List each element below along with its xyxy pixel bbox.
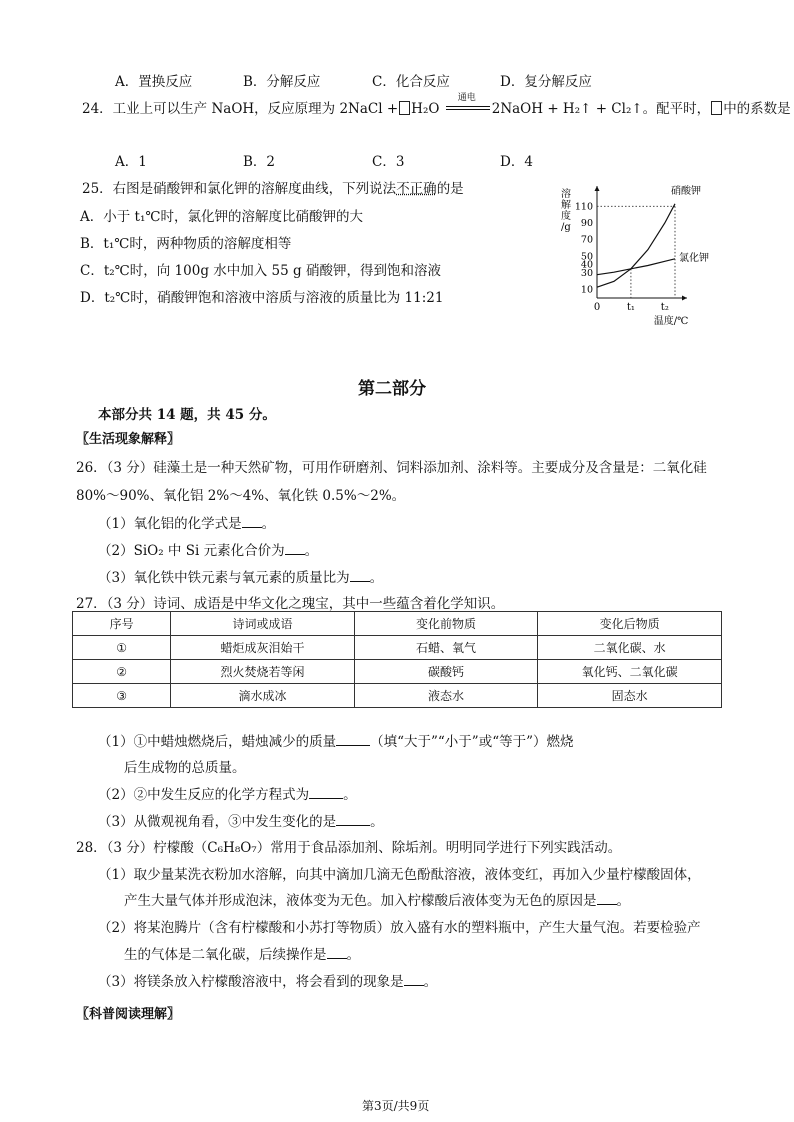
q26-sub2-text: （2）SiO₂ 中 Si 元素化合价为	[98, 543, 285, 559]
q23-option-a: A．置换反应	[115, 74, 193, 90]
q28-sub1-line1: （1）取少量某洗衣粉加水溶解，向其中滴加几滴无色酚酞溶液，液体变红，再加入少量柠檬酸固体，	[98, 867, 701, 883]
answer-blank[interactable]	[350, 580, 370, 582]
q23-option-c: C．化合反应	[372, 74, 450, 90]
period: 。	[343, 787, 357, 803]
period: 。	[304, 543, 319, 559]
q25-stem	[82, 177, 464, 197]
table-cell: ③	[73, 684, 171, 708]
table-row	[73, 636, 722, 660]
x-tick-label: 0	[593, 302, 601, 313]
q27-table	[72, 611, 722, 708]
series-line-potassium-chloride	[597, 259, 675, 275]
q25-stem-a: 25．右图是硝酸钾和氯化钾的溶解度曲线，下列说法	[82, 181, 397, 197]
table-cell: 烈火焚烧若等闲	[171, 660, 355, 684]
answer-blank[interactable]	[404, 984, 424, 986]
q27-sub1-text-a: （1）①中蜡烛燃烧后，蜡烛减少的质量	[98, 734, 337, 750]
q25-option-d: D．t₂℃时，硝酸钾饱和溶液中溶质与溶液的质量比为 11:21	[80, 290, 444, 306]
q26-sub3-text: （3）氧化铁中铁元素与氧元素的质量比为	[98, 570, 350, 586]
q26-sub2	[98, 539, 318, 559]
q24-option-b: B．2	[243, 154, 276, 170]
q27-sub3-text: （3）从微观视角看，③中发生变化的是	[98, 814, 337, 830]
series-label: 氯化钾	[679, 252, 709, 264]
table-header-cell: 变化后物质	[538, 612, 722, 636]
period: 。	[370, 814, 384, 830]
q27-sub1-text-b: （填“大于”“小于”或“等于”）燃烧	[370, 734, 574, 750]
q27-stem: 27．（3 分）诗词、成语是中华文化之瑰宝，其中一些蕴含着化学知识。	[76, 596, 505, 612]
q26-sub1-text: （1）氧化铝的化学式是	[98, 516, 242, 532]
y-axis-unit: /g	[561, 222, 571, 233]
reaction-condition: 通电	[457, 93, 476, 103]
x-tick-label: t₁	[626, 302, 635, 313]
answer-blank[interactable]	[597, 903, 617, 905]
blank-box-icon	[399, 101, 410, 115]
table-header-row	[73, 612, 722, 636]
table-cell: 滴水成冰	[171, 684, 355, 708]
y-tick-label: 30	[580, 268, 593, 279]
q27-sub2	[98, 783, 357, 803]
q28-stem: 28．（3 分）柠檬酸（C₆H₈O₇）常用于食品添加剂、除垢剂。明明同学进行下列实践活动。	[76, 840, 622, 856]
answer-blank[interactable]	[242, 526, 262, 528]
q26-line1: 26．（3 分）硅藻土是一种天然矿物，可用作研磨剂、饲料添加剂、涂料等。主要成分及含量是：二氧化硅	[76, 460, 707, 476]
table-header-cell: 诗词或成语	[171, 612, 355, 636]
q26-sub1	[98, 512, 275, 532]
q28-sub1-line2	[124, 889, 630, 909]
q23-option-d: D．复分解反应	[500, 74, 592, 90]
q28-sub3	[98, 970, 437, 990]
period: 。	[261, 516, 276, 532]
table-cell: ②	[73, 660, 171, 684]
x-axis-arrow-icon	[682, 296, 687, 301]
table-header-cell: 变化前物质	[354, 612, 538, 636]
y-tick-label: 10	[580, 284, 593, 296]
answer-blank[interactable]	[336, 744, 370, 746]
part2-title: 第二部分	[358, 379, 426, 399]
q26-sub3	[98, 566, 383, 586]
table-cell: 碳酸钙	[354, 660, 538, 684]
table-cell: ①	[73, 636, 171, 660]
table-header-cell: 序号	[73, 612, 171, 636]
x-axis-label: 温度/℃	[653, 316, 689, 327]
series-label: 硝酸钾	[671, 185, 701, 197]
q25-option-c: C．t₂℃时，向 100g 水中加入 55 g 硝酸钾，得到饱和溶液	[80, 263, 441, 279]
table-cell: 二氧化碳、水	[538, 636, 722, 660]
table-cell: 石蜡、氧气	[354, 636, 538, 660]
q26-line2: 80%～90%、氧化铝 2%～4%、氧化铁 0.5%～2%。	[76, 488, 406, 504]
y-axis-arrow-icon	[595, 186, 600, 191]
q24-stem-c: 2NaOH + H₂↑ + Cl₂↑。配平时，	[491, 101, 711, 117]
q25-option-b: B．t₁℃时，两种物质的溶解度相等	[80, 236, 292, 252]
table-row	[73, 660, 722, 684]
q28-sub2-line2	[124, 943, 360, 963]
q24-stem	[82, 93, 791, 117]
q23-option-b: B．分解反应	[243, 74, 321, 90]
y-tick-label: 90	[580, 218, 593, 229]
y-tick-label: 50	[580, 251, 593, 263]
q24-stem-b: H₂O	[411, 101, 440, 117]
q24-stem-a: 24．工业上可以生产 NaOH，反应原理为 2NaCl +	[82, 101, 399, 117]
y-tick-label: 40	[580, 259, 593, 271]
x-tick-label: t₂	[660, 302, 669, 313]
q24-option-c: C．3	[372, 154, 405, 170]
q25-option-a: A．小于 t₁℃时，氯化钾的溶解度比硝酸钾的大	[80, 209, 363, 225]
q24-option-d: D．4	[500, 154, 533, 170]
q27-sub1-continued: 后生成物的总质量。	[124, 760, 246, 776]
table-cell: 液态水	[354, 684, 538, 708]
y-axis-label: 溶	[561, 189, 571, 200]
table-cell: 固态水	[538, 684, 722, 708]
period: 。	[346, 947, 360, 963]
q24-stem-d: 中的系数是	[723, 101, 791, 117]
q27-sub1	[98, 730, 574, 750]
section-life-phenomena: 〖生活现象解释〗	[76, 432, 181, 447]
q24-option-a: A．1	[115, 154, 147, 170]
solubility-chart	[555, 185, 709, 327]
period: 。	[616, 893, 630, 909]
table-cell: 氧化钙、二氧化碳	[538, 660, 722, 684]
period: 。	[369, 570, 384, 586]
answer-blank[interactable]	[285, 553, 305, 555]
q28-sub2-line1: （2）将某泡腾片（含有柠檬酸和小苏打等物质）放入盛有水的塑料瓶中，产生大量气泡。若要检验产	[98, 920, 701, 936]
series-line-potassium-nitrate	[597, 204, 675, 287]
page-footer: 第3页/共9页	[362, 1099, 430, 1113]
y-tick-label: 70	[580, 234, 593, 246]
answer-blank[interactable]	[336, 824, 370, 826]
period: 。	[423, 974, 438, 990]
q25-stem-emphasis: 不正确	[396, 181, 437, 197]
y-axis-label: 解	[561, 200, 571, 211]
q25-stem-b: 的是	[436, 181, 464, 197]
answer-blank[interactable]	[309, 797, 343, 799]
q27-sub3	[98, 810, 384, 830]
reaction-arrow	[444, 93, 492, 117]
q28-sub3-text: （3）将镁条放入柠檬酸溶液中，将会看到的现象是	[98, 974, 404, 990]
q28-sub1-text: 产生大量气体并形成泡沫，液体变为无色。加入柠檬酸后液体变为无色的原因是	[124, 893, 597, 909]
section-science-reading: 〖科普阅读理解〗	[76, 1007, 181, 1022]
q27-sub2-text: （2）②中发生反应的化学方程式为	[98, 787, 310, 803]
part2-intro: 本部分共 14 题，共 45 分。	[98, 407, 276, 423]
y-tick-label: 110	[574, 201, 593, 213]
table-cell: 蜡炬成灰泪始干	[171, 636, 355, 660]
table-row	[73, 684, 722, 708]
q28-sub2-text: 生的气体是二氧化碳，后续操作是	[124, 947, 327, 963]
y-axis-label: 度	[561, 211, 571, 222]
blank-box-icon	[711, 101, 722, 115]
answer-blank[interactable]	[327, 957, 347, 959]
